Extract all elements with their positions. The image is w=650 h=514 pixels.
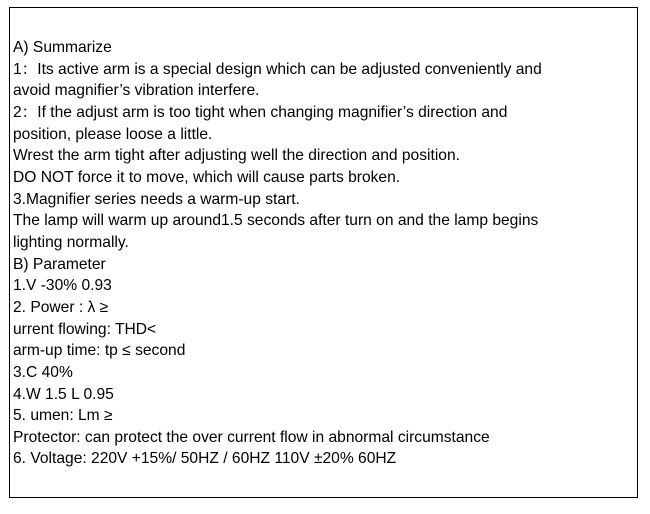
text-line: 2. Power : λ ≥ bbox=[13, 298, 109, 316]
text-line: lighting normally. bbox=[13, 233, 129, 251]
document-frame bbox=[9, 7, 638, 498]
text-line: urrent flowing: THD< bbox=[13, 320, 157, 338]
text-line: 4.W 1.5 L 0.95 bbox=[13, 385, 114, 403]
text-line: avoid magnifier’s vibration interfere. bbox=[13, 82, 260, 100]
text-line: DO NOT force it to move, which will cause parts broken. bbox=[13, 168, 401, 186]
text-line: 6. Voltage: 220V +15%/ 50HZ / 60HZ 110V ±20% 60HZ bbox=[13, 450, 397, 468]
text-line: Protector: can protect the over current flow in abnormal circumstance bbox=[13, 428, 490, 446]
text-line: 5. umen: Lm ≥ bbox=[13, 407, 113, 425]
text-line: 1：Its active arm is a special design which can be adjusted conveniently and bbox=[13, 60, 542, 78]
text-line: arm-up time: tp ≤ second bbox=[13, 342, 186, 360]
text-line: 3.Magnifier series needs a warm-up start. bbox=[13, 190, 300, 208]
document-body bbox=[13, 37, 633, 470]
section-heading-summarize: A) Summarize bbox=[13, 39, 112, 56]
text-line: 1.V -30% 0.93 bbox=[13, 277, 112, 295]
text-line: Wrest the arm tight after adjusting well the direction and position. bbox=[13, 147, 460, 165]
text-line: 3.C 40% bbox=[13, 363, 73, 381]
text-line: position, please loose a little. bbox=[13, 125, 213, 143]
section-heading-parameter: B) Parameter bbox=[13, 255, 106, 273]
text-line: The lamp will warm up around1.5 seconds after turn on and the lamp begins bbox=[13, 212, 539, 230]
text-line: 2：If the adjust arm is too tight when changing magnifier’s direction and bbox=[13, 103, 508, 121]
